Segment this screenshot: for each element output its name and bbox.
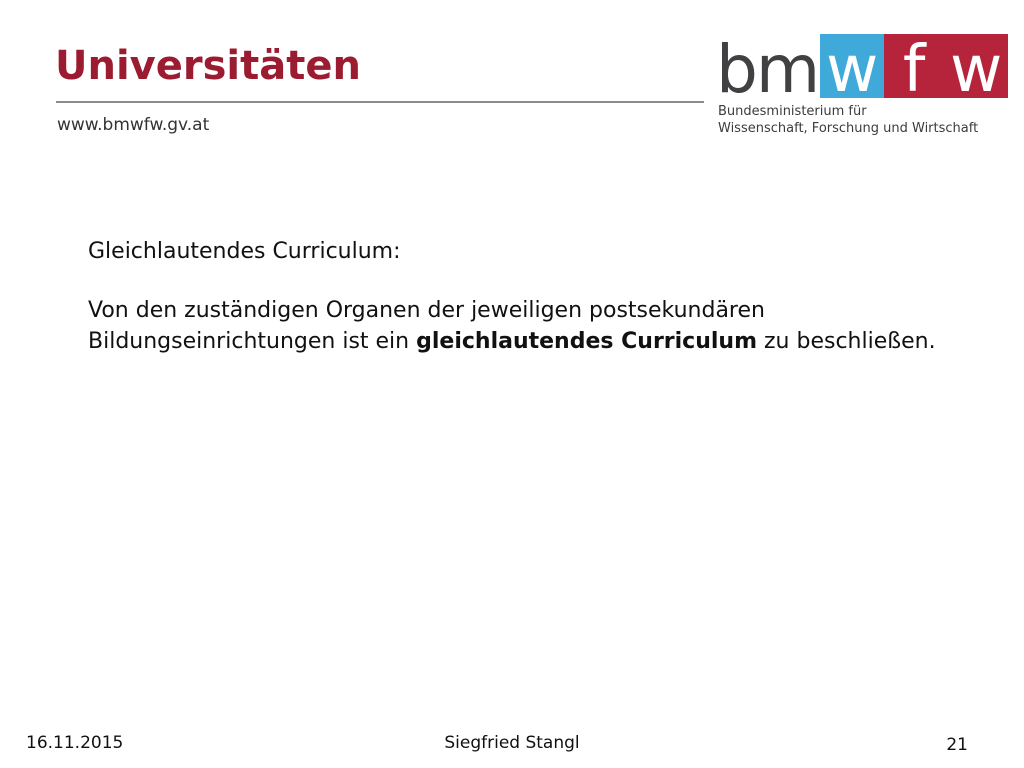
logo-letters-bm: bm [716,31,819,108]
logo-ministry-line-2: Wissenschaft, Forschung und Wirtschaft [718,121,979,136]
paragraph-text-end: zu beschließen. [757,329,936,354]
paragraph-emphasis: gleichlautendes Curriculum [416,329,758,354]
logo-ministry-line-1: Bundesministerium für [718,104,867,119]
logo-ministry-name [718,103,978,137]
slide-title: Universitäten [55,43,361,89]
content-paragraph [88,295,968,357]
website-url: www.bmwfw.gv.at [57,115,210,135]
slide-body [88,236,968,357]
title-divider [56,101,704,103]
footer-author: Siegfried Stangl [444,733,580,753]
logo-letter-w-red: w [944,34,1008,98]
paragraph-text-start: Von den zuständigen Organen der jeweiligen postsekundären Bildungseinrichtungen ist ein [88,298,765,354]
logo-wordmark [716,31,1008,108]
page-number: 21 [946,735,968,755]
logo-letter-f-red: f [884,34,944,98]
logo-letter-w-blue: w [820,34,884,98]
content-heading: Gleichlautendes Curriculum: [88,239,401,264]
footer-date: 16.11.2015 [26,733,124,753]
bmwfw-logo [716,31,1003,138]
